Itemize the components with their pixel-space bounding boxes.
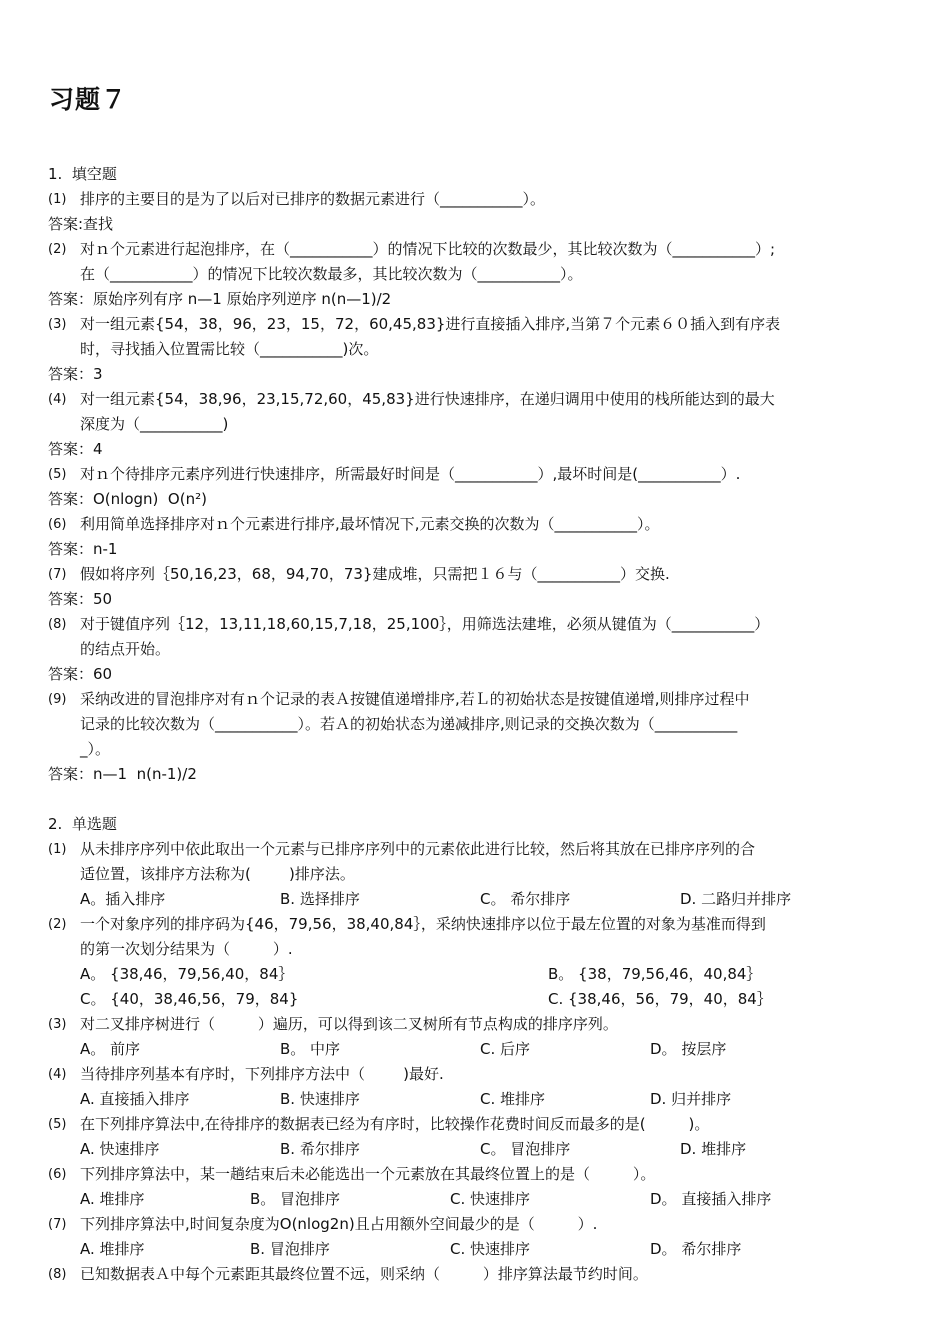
question-number: (4) [48, 392, 67, 407]
question-number: (3) [48, 317, 67, 332]
fill-in-question [48, 462, 918, 512]
choice-question [48, 1262, 918, 1287]
option-d[interactable]: D。 按层序 [650, 1040, 727, 1058]
question-text: 利用简单选择排序对ｎ个元素进行排序,最坏情况下,元素交换的次数为（___________）。 [80, 515, 660, 533]
question-text: 对ｎ个待排序元素序列进行快速排序，所需最好时间是（___________）,最坏时间是(___________）. [80, 465, 741, 483]
fill-in-question [48, 187, 918, 237]
answer-text: 答案：4 [48, 440, 103, 458]
option-c[interactable]: C。 {40，38,46,56，79，84} [80, 990, 299, 1008]
option-d[interactable]: D. 二路归并排序 [680, 890, 792, 908]
option-a[interactable]: A。 {38,46，79,56,40，84｝ [80, 965, 294, 983]
option-a[interactable]: A。插入排序 [80, 890, 166, 908]
question-text: 从未排序序列中依此取出一个元素与已排序序列中的元素依此进行比较，然后将其放在已排序序列的合 [80, 840, 756, 858]
answer-text: 答案：原始序列有序 n—1 原始序列逆序 n(n—1)/2 [48, 290, 392, 308]
section-spacer [48, 787, 918, 812]
question-number: (6) [48, 1167, 67, 1182]
option-a[interactable]: A. 堆排序 [80, 1240, 145, 1258]
option-a[interactable]: A. 快速排序 [80, 1140, 160, 1158]
choice-question [48, 1162, 918, 1212]
fill-in-question [48, 512, 918, 562]
option-b[interactable]: B。 冒泡排序 [250, 1190, 341, 1208]
question-text: 对一组元素{54，38,96，23,15,72,60，45,83}进行快速排序，在递归调用中使用的栈所能达到的最大 [80, 390, 775, 408]
option-b[interactable]: B. 选择排序 [280, 890, 360, 908]
option-c[interactable]: C. 堆排序 [480, 1090, 546, 1108]
option-a[interactable]: A. 堆排序 [80, 1190, 145, 1208]
question-number: (5) [48, 1117, 67, 1132]
answer-text: 答案：O(nlogn) O(n²) [48, 490, 207, 508]
question-text-continued: _）。 [80, 740, 111, 758]
option-row [48, 887, 918, 912]
question-text-continued: 适位置，该排序方法称为( )排序法。 [80, 865, 355, 883]
question-text: 下列排序算法中，某一趟结束后未必能选出一个元素放在其最终位置上的是（ ）。 [80, 1165, 656, 1183]
question-text-continued: 记录的比较次数为（___________）。若Ａ的初始状态为递减排序,则记录的交换次数为（___________ [80, 715, 738, 733]
question-number: (7) [48, 1217, 67, 1232]
question-number: (2) [48, 917, 67, 932]
question-number: (1) [48, 842, 67, 857]
option-row [48, 1137, 918, 1162]
page-title: 习题７ [49, 85, 128, 114]
choice-question [48, 837, 918, 912]
question-number: (1) [48, 192, 67, 207]
option-b[interactable]: B。 中序 [280, 1040, 341, 1058]
answer-text: 答案:查找 [48, 215, 114, 233]
option-d[interactable]: D. 堆排序 [680, 1140, 747, 1158]
question-text: 假如将序列｛50,16,23，68，94,70，73}建成堆，只需把１６与（___________）交换. [80, 565, 670, 583]
option-a[interactable]: A。 前序 [80, 1040, 141, 1058]
fill-in-question [48, 387, 918, 462]
question-text: 在下列排序算法中,在待排序的数据表已经为有序时，比较操作花费时间反而最多的是( )。 [80, 1115, 710, 1133]
question-text: 当待排序列基本有序时，下列排序方法中（ )最好. [80, 1065, 444, 1083]
answer-text: 答案：n-1 [48, 540, 118, 558]
option-row [48, 1237, 918, 1262]
option-d[interactable]: D。 希尔排序 [650, 1240, 742, 1258]
option-c[interactable]: C. 后序 [480, 1040, 531, 1058]
question-text: 对于键值序列｛12，13,11,18,60,15,7,18，25,100｝，用筛选法建堆，必须从键值为（___________） [80, 615, 770, 633]
option-row [48, 1037, 918, 1062]
question-number: (5) [48, 467, 67, 482]
option-b[interactable]: B. 冒泡排序 [250, 1240, 330, 1258]
question-text: 排序的主要目的是为了以后对已排序的数据元素进行（___________）。 [80, 190, 546, 208]
option-d[interactable]: D。 直接插入排序 [650, 1190, 772, 1208]
question-text: 已知数据表Ａ中每个元素距其最终位置不远，则采纳（ ）排序算法最节约时间。 [80, 1265, 648, 1283]
fill-in-question [48, 237, 918, 312]
option-d[interactable]: C. {38,46，56，79，40，84｝ [548, 990, 772, 1008]
question-text: 一个对象序列的排序码为{46，79,56，38,40,84｝，采纳快速排序以位于最左位置的对象为基准而得到 [80, 915, 766, 933]
choice-question [48, 1012, 918, 1062]
fill-in-question [48, 312, 918, 387]
question-number: (7) [48, 567, 67, 582]
answer-text: 答案：50 [48, 590, 113, 608]
answer-text: 答案：3 [48, 365, 103, 383]
option-a[interactable]: A. 直接插入排序 [80, 1090, 190, 1108]
answer-text: 答案：n—1 n(n-1)/2 [48, 765, 197, 783]
option-c[interactable]: C。 冒泡排序 [480, 1140, 571, 1158]
fill-in-question [48, 687, 918, 787]
option-c[interactable]: C. 快速排序 [450, 1240, 531, 1258]
question-text-continued: 的第一次划分结果为（ ）. [80, 940, 293, 958]
question-text: 采纳改进的冒泡排序对有ｎ个记录的表Ａ按键值递增排序,若Ｌ的初始状态是按键值递增,则排序过程中 [80, 690, 750, 708]
question-text: 对ｎ个元素进行起泡排序，在（___________）的情况下比较的次数最少，其比较次数为（___________）; [80, 240, 776, 258]
option-row [48, 1087, 918, 1112]
choice-question [48, 1212, 918, 1262]
question-text: 下列排序算法中,时间复杂度为O(nlog2n)且占用额外空间最少的是（ ）. [80, 1215, 598, 1233]
choice-question [48, 1062, 918, 1112]
option-d[interactable]: D. 归并排序 [650, 1090, 732, 1108]
question-text: 对一组元素{54，38，96，23，15，72，60,45,83}进行直接插入排序,当第７个元素６０插入到有序表 [80, 315, 781, 333]
option-b[interactable]: B. 快速排序 [280, 1090, 360, 1108]
exercise-content [48, 162, 918, 1287]
question-number: (8) [48, 1267, 67, 1282]
question-number: (8) [48, 617, 67, 632]
answer-text: 答案：60 [48, 665, 113, 683]
option-row [48, 987, 918, 1012]
fill-in-question [48, 562, 918, 612]
question-text-continued: 深度为（___________) [80, 415, 229, 433]
question-text-continued: 的结点开始。 [80, 640, 171, 658]
choice-question [48, 912, 918, 1012]
option-c[interactable]: C. 快速排序 [450, 1190, 531, 1208]
fill-in-question [48, 612, 918, 687]
section-heading-single-choice: 2. 单选题 [48, 815, 117, 833]
option-row [48, 962, 918, 987]
option-c[interactable]: C。 希尔排序 [480, 890, 571, 908]
option-row [48, 1187, 918, 1212]
question-number: (3) [48, 1017, 67, 1032]
choice-question [48, 1112, 918, 1162]
question-number: (4) [48, 1067, 67, 1082]
question-text-continued: 在（___________）的情况下比较次数最多，其比较次数为（___________）。 [80, 265, 583, 283]
section-heading-fill-in: 1. 填空题 [48, 165, 117, 183]
question-text: 对二叉排序树进行（ ）遍历，可以得到该二叉树所有节点构成的排序序列。 [80, 1015, 618, 1033]
option-b[interactable]: B. 希尔排序 [280, 1140, 360, 1158]
question-text-continued: 时，寻找插入位置需比较（___________)次。 [80, 340, 379, 358]
question-number: (6) [48, 517, 67, 532]
question-number: (9) [48, 692, 67, 707]
question-number: (2) [48, 242, 67, 257]
option-b[interactable]: B。 {38，79,56,46，40,84｝ [548, 965, 762, 983]
